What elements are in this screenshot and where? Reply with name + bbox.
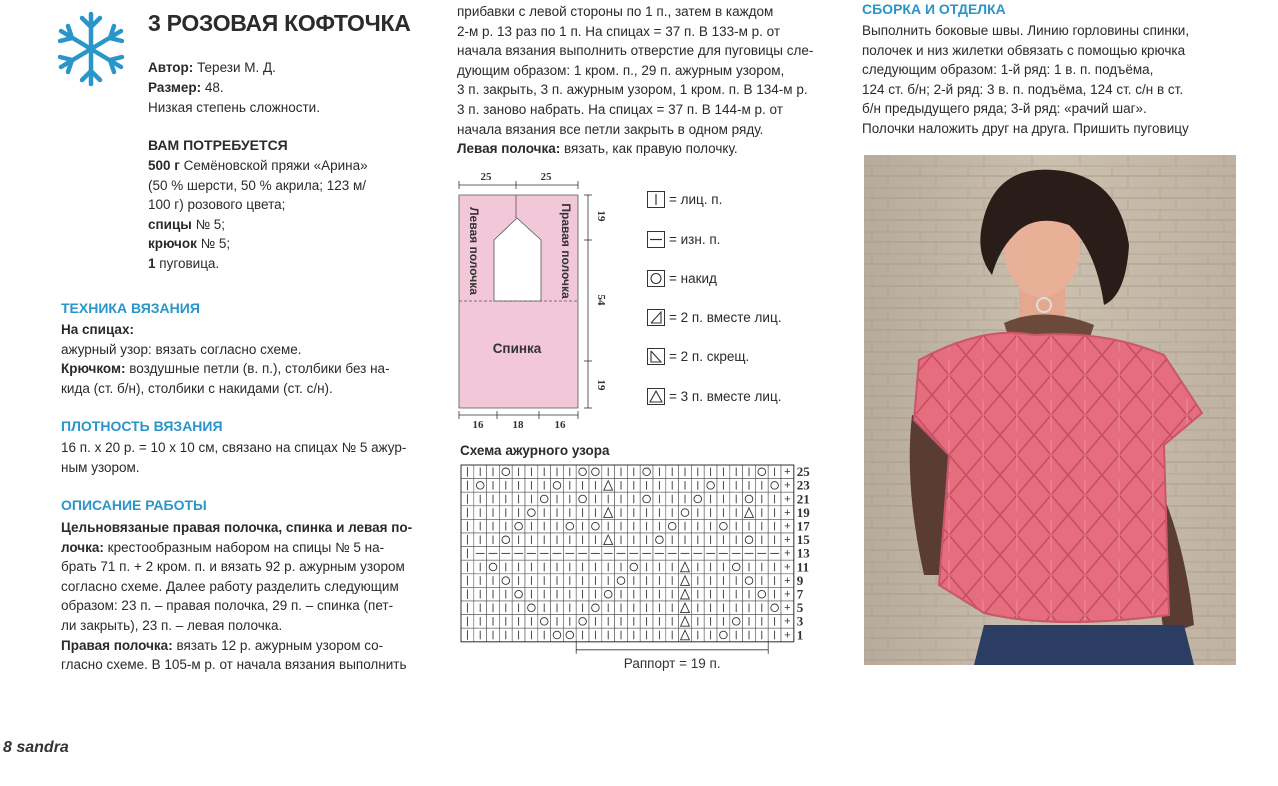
description-line: вязать 12 р. ажурным узором со- [176, 637, 384, 653]
chart-row-label: 15 [796, 532, 810, 548]
chart-edge-symbol: + [784, 547, 791, 560]
chart-row-label: 5 [796, 600, 804, 616]
size-value: 48. [204, 80, 224, 95]
col2-line: дующим образом: 1 кром. п., 29 п. ажурным узором, [457, 62, 785, 78]
chart-cell [499, 465, 512, 479]
col2-line: начала вязания все петли закрыть в одном ряду. [457, 121, 764, 137]
chart-row-label: 25 [796, 464, 810, 480]
right-front-label: Правая полочка: [61, 637, 173, 653]
col2-text [457, 2, 837, 159]
chart-cell [551, 628, 564, 642]
yarn-composition: (50 % шерсти, 50 % акрила; 123 м/ [148, 177, 367, 193]
chart-edge-symbol: + [784, 520, 791, 533]
model-photo [864, 155, 1236, 665]
chart-row-label: 1 [796, 627, 804, 643]
chart-cell [730, 560, 743, 574]
chart-cell [755, 465, 768, 479]
description-text [61, 518, 433, 675]
size-label: Размер: [148, 80, 202, 95]
assembly-line: 124 ст. б/н; 2-й ряд: 3 в. п. подъёма, 124 ст. с/н в ст. [862, 81, 1184, 97]
lace-chart [458, 462, 824, 686]
chart-cell [768, 601, 781, 615]
pink-vest [914, 333, 1202, 622]
yarn-weight: 500 г [148, 158, 180, 173]
chart-cell [704, 479, 717, 493]
chart-cell [512, 587, 525, 601]
legend-k3tog [647, 388, 781, 405]
knit-symbol-icon [647, 191, 665, 208]
garment-schematic [448, 168, 618, 434]
legend-text: = 3 п. вместе лиц. [669, 389, 782, 404]
chart-row-label: 21 [796, 491, 810, 507]
chart-row-label: 23 [796, 477, 810, 493]
chart-cell [666, 519, 679, 533]
legend-text: = лиц. п. [669, 192, 723, 207]
chart-row-label: 3 [796, 613, 804, 629]
needles-label: спицы [148, 216, 192, 232]
schematic-bottom-2: 18 [512, 419, 524, 431]
col2-line: 2-м р. 13 раз по 1 п. На спицах = 37 п. В 133-м р. от [457, 23, 781, 39]
schematic-width-right: 25 [540, 171, 552, 183]
k2tog-symbol-icon [647, 309, 665, 326]
assembly-line: полочек и низ жилетки обвязать с помощью крючка [862, 42, 1186, 58]
chart-cell [730, 615, 743, 629]
technique-line: кида (ст. б/н), столбики с накидами (ст. с/н). [61, 380, 333, 396]
yarn-over-symbol-icon [647, 270, 665, 287]
assembly-line: Полочки наложить друг на друга. Пришить пуговицу [862, 120, 1189, 136]
chart-edge-symbol: + [784, 574, 791, 587]
legend-ssk [647, 348, 749, 365]
chart-cell [538, 615, 551, 629]
col2-line: 3 п. закрыть, 3 п. ажурным узором, 1 кром. п. В 134-м р. [457, 82, 808, 98]
chart-cell [768, 479, 781, 493]
schematic-height-total: 54 [595, 294, 607, 306]
legend-text: = накид [669, 271, 717, 286]
author-label: Автор: [148, 60, 194, 75]
chart-cell [551, 479, 564, 493]
gauge-line: ным узором. [61, 459, 140, 475]
page-footer: 8 sandra [3, 739, 69, 756]
chart-cell [717, 519, 730, 533]
page-title: 3 РОЗОВАЯ КОФТОЧКА [148, 10, 411, 36]
description-line: гласно схеме. В 105-м р. от начала вязания выполнить [61, 657, 407, 673]
hook-label: крючок [148, 236, 197, 252]
legend-k2tog [647, 309, 781, 326]
chart-row-label: 9 [796, 572, 804, 588]
technique-line: воздушные петли (в. п.), столбики без на- [129, 361, 390, 377]
schematic-bottom-1: 16 [472, 419, 484, 431]
chart-row-label: 11 [796, 559, 810, 575]
legend-text: = 2 п. скрещ. [669, 349, 750, 364]
chart-cell [627, 560, 640, 574]
gauge-heading: ПЛОТНОСТЬ ВЯЗАНИЯ [61, 418, 223, 434]
schematic-bottom-3: 16 [554, 419, 566, 431]
chart-edge-symbol: + [784, 534, 791, 547]
chart-cell [499, 574, 512, 588]
chart-cell [474, 479, 487, 493]
difficulty: Низкая степень сложности. [148, 100, 320, 115]
size-line [148, 78, 224, 98]
chart-cell [487, 560, 500, 574]
chart-cell [640, 465, 653, 479]
button-label: пуговица. [159, 255, 220, 271]
left-front-panel-label: Левая полочка [467, 207, 481, 295]
technique-heading: ТЕХНИКА ВЯЗАНИЯ [61, 300, 200, 316]
col2-line: начала вязания выполнить отверстие для пуговицы сле- [457, 43, 814, 59]
chart-cell [525, 506, 538, 520]
chart-heading: Схема ажурного узора [460, 443, 610, 458]
chart-cell [755, 587, 768, 601]
description-line: Цельновязаные правая полочка, спинка и левая по- [61, 520, 413, 535]
description-line: брать 71 п. + 2 кром. п. и вязать 92 р. ажурным узором [61, 559, 405, 575]
chart-edge-symbol: + [784, 629, 791, 642]
chart-cell [589, 519, 602, 533]
description-bold: лочка: [61, 539, 104, 555]
repeat-label: Раппорт = 19 п. [623, 655, 721, 671]
chart-row-label: 19 [796, 504, 810, 520]
description-line: ли закрыть), 23 п. – левая полочка. [61, 617, 283, 633]
chart-cell [743, 574, 756, 588]
schematic-height-top: 19 [595, 210, 607, 222]
chart-cell [691, 492, 704, 506]
legend-knit [647, 191, 722, 208]
right-front-panel-label: Правая полочка [559, 203, 573, 299]
technique-line: ажурный узор: вязать согласно схеме. [61, 341, 302, 357]
button-count: 1 [148, 255, 156, 271]
assembly-line: Выполнить боковые швы. Линию горловины спинки, [862, 23, 1190, 38]
yarn-color: 100 г) розового цвета; [148, 197, 286, 213]
needles-value: № 5; [195, 216, 226, 232]
k3tog-symbol-icon [647, 388, 665, 405]
chart-edge-symbol: + [784, 466, 791, 479]
snowflake-icon [55, 10, 127, 88]
schematic-width-left: 25 [480, 171, 492, 183]
author-value: Терези М. Д. [197, 60, 276, 75]
chart-row-label: 17 [796, 518, 810, 534]
chart-cell [717, 628, 730, 642]
gauge-text [61, 438, 433, 477]
chart-cell [640, 492, 653, 506]
legend-yo [647, 270, 717, 287]
chart-cell [576, 615, 589, 629]
chart-cell [576, 492, 589, 506]
chart-cell [512, 519, 525, 533]
ssk-symbol-icon [647, 348, 665, 365]
chart-cell [563, 519, 576, 533]
technique-text [61, 320, 431, 398]
assembly-text [862, 21, 1234, 139]
chart-row-label: 7 [796, 586, 804, 602]
description-line: крестообразным набором на спицы № 5 на- [107, 539, 385, 555]
chart-edge-symbol: + [784, 493, 791, 506]
chart-edge-symbol: + [784, 602, 791, 615]
legend-text: = изн. п. [669, 232, 721, 247]
legend-text: = 2 п. вместе лиц. [669, 310, 782, 325]
technique-hook-label: Крючком: [61, 361, 126, 377]
materials-heading: ВАМ ПОТРЕБУЕТСЯ [148, 137, 288, 153]
yarn-name: Семёновской пряжи «Арина» [183, 158, 368, 173]
description-heading: ОПИСАНИЕ РАБОТЫ [61, 497, 207, 513]
legend-purl [647, 231, 720, 248]
chart-cell [615, 574, 628, 588]
chart-row-label: 13 [796, 545, 810, 561]
chart-cell [679, 506, 692, 520]
gauge-line: 16 п. х 20 р. = 10 х 10 см, связано на спицах № 5 ажур- [61, 440, 407, 455]
chart-cell [589, 601, 602, 615]
description-line: согласно схеме. Далее работу разделить следующим [61, 578, 399, 594]
materials-list [148, 156, 408, 274]
assembly-heading: СБОРКА И ОТДЕЛКА [862, 1, 1006, 17]
chart-cell [499, 533, 512, 547]
chart-cell [602, 587, 615, 601]
chart-edge-symbol: + [784, 479, 791, 492]
assembly-line: следующим образом: 1-й ряд: 1 в. п. подъёма, [862, 62, 1154, 78]
col2-line: 3 п. заново набрать. На спицах = 37 п. В 144-м р. от [457, 101, 783, 117]
chart-cell [538, 492, 551, 506]
technique-needles-heading: На спицах: [61, 322, 134, 337]
schematic-height-bottom: 19 [595, 379, 607, 391]
chart-cell [589, 465, 602, 479]
chart-cell [576, 465, 589, 479]
description-line: образом: 23 п. – правая полочка, 29 п. – спинка (пет- [61, 598, 394, 614]
back-panel-label: Спинка [492, 341, 542, 356]
chart-cell [653, 533, 666, 547]
chart-edge-symbol: + [784, 561, 791, 574]
purl-symbol-icon [647, 231, 665, 248]
chart-cell [525, 601, 538, 615]
chart-edge-symbol: + [784, 588, 791, 601]
chart-edge-symbol: + [784, 506, 791, 519]
hook-value: № 5; [200, 236, 231, 252]
author-line [148, 58, 276, 78]
col2-line: прибавки с левой стороны по 1 п., затем в каждом [457, 4, 774, 19]
chart-cell [743, 492, 756, 506]
chart-cell [563, 628, 576, 642]
col2-line: вязать, как правую полочку. [563, 141, 738, 157]
chart-cell [743, 533, 756, 547]
chart-edge-symbol: + [784, 615, 791, 628]
assembly-line: б/н предыдущего ряда; 3-й ряд: «рачий шаг». [862, 101, 1147, 117]
left-front-label: Левая полочка: [457, 141, 561, 157]
